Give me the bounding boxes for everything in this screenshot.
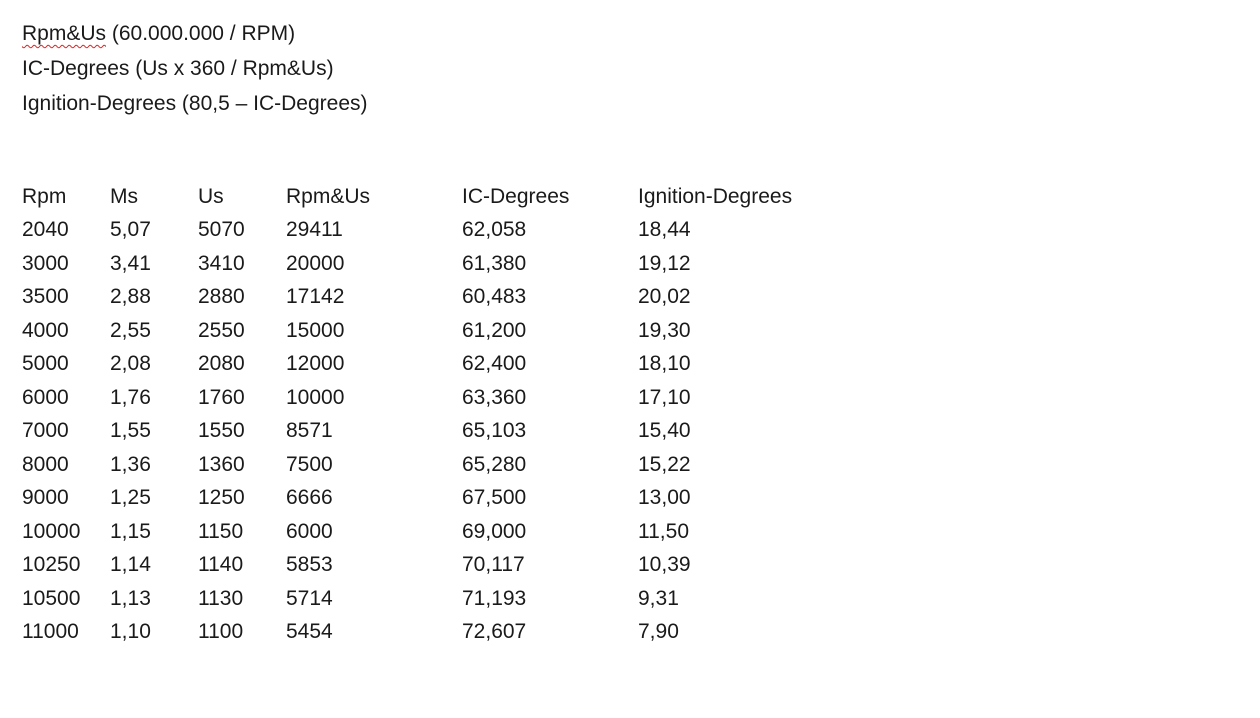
cell-rpm-us: 6666 — [286, 486, 333, 510]
header-ignition-degrees: Ignition-Degrees — [638, 184, 793, 208]
cell-ic-degrees: 65,103 — [462, 419, 527, 443]
cell-ic-degrees: 67,500 — [462, 486, 527, 510]
cell-rpm: 5000 — [22, 352, 69, 376]
cell-rpm-us: 8571 — [286, 419, 333, 443]
cell-ic-degrees: 71,193 — [462, 586, 527, 610]
cell-rpm-us: 7500 — [286, 452, 333, 476]
cell-ms: 1,14 — [110, 553, 151, 577]
cell-ms: 1,55 — [110, 419, 151, 443]
cell-rpm-us: 15000 — [286, 318, 345, 342]
table-row — [22, 247, 858, 281]
cell-rpm-us: 10000 — [286, 385, 345, 409]
cell-ignition-degrees: 17,10 — [638, 385, 691, 409]
cell-rpm: 4000 — [22, 318, 69, 342]
cell-ignition-degrees: 19,30 — [638, 318, 691, 342]
header-ic-degrees: IC-Degrees — [462, 184, 570, 208]
cell-ic-degrees: 63,360 — [462, 385, 527, 409]
cell-ms: 2,88 — [110, 285, 151, 309]
cell-ms: 1,25 — [110, 486, 151, 510]
table-row — [22, 549, 858, 583]
cell-ms: 2,08 — [110, 352, 151, 376]
cell-rpm: 10500 — [22, 586, 81, 610]
cell-rpm: 10000 — [22, 519, 81, 543]
table-row — [22, 281, 858, 315]
cell-rpm-us: 5853 — [286, 553, 333, 577]
formula-block — [22, 16, 368, 121]
cell-rpm-us: 12000 — [286, 352, 345, 376]
header-ms: Ms — [110, 184, 138, 208]
cell-ignition-degrees: 7,90 — [638, 620, 679, 644]
cell-ic-degrees: 61,380 — [462, 251, 527, 275]
cell-rpm-us: 17142 — [286, 285, 345, 309]
header-rpm-us: Rpm&Us — [286, 184, 371, 208]
cell-ignition-degrees: 10,39 — [638, 553, 691, 577]
table-row — [22, 448, 858, 482]
header-rpm: Rpm — [22, 184, 67, 208]
table-row — [22, 415, 858, 449]
cell-rpm-us: 5714 — [286, 586, 333, 610]
cell-ignition-degrees: 18,44 — [638, 218, 691, 242]
cell-rpm: 7000 — [22, 419, 69, 443]
cell-us: 2550 — [198, 318, 245, 342]
table-row — [22, 616, 858, 650]
cell-us: 1550 — [198, 419, 245, 443]
cell-us: 2880 — [198, 285, 245, 309]
formula-rpm-us-expression: (60.000.000 / RPM) — [106, 22, 296, 45]
table-row — [22, 348, 858, 382]
rpm-table — [22, 180, 858, 649]
cell-ignition-degrees: 15,22 — [638, 452, 691, 476]
cell-ignition-degrees: 19,12 — [638, 251, 691, 275]
cell-ignition-degrees: 15,40 — [638, 419, 691, 443]
formula-ignition-degrees: Ignition-Degrees (80,5 – IC-Degrees) — [22, 92, 368, 115]
cell-ignition-degrees: 18,10 — [638, 352, 691, 376]
cell-ic-degrees: 69,000 — [462, 519, 527, 543]
cell-ignition-degrees: 11,50 — [638, 519, 689, 543]
cell-rpm: 9000 — [22, 486, 69, 510]
table-row — [22, 314, 858, 348]
cell-ms: 3,41 — [110, 251, 151, 275]
cell-rpm-us: 29411 — [286, 218, 343, 242]
cell-rpm: 10250 — [22, 553, 81, 577]
cell-ms: 2,55 — [110, 318, 151, 342]
cell-us: 1140 — [198, 553, 244, 577]
cell-ic-degrees: 70,117 — [462, 553, 525, 577]
table-row — [22, 582, 858, 616]
cell-ms: 1,15 — [110, 519, 151, 543]
table-header-row — [22, 180, 858, 214]
cell-ms: 1,10 — [110, 620, 151, 644]
cell-ignition-degrees: 20,02 — [638, 285, 691, 309]
cell-rpm-us: 5454 — [286, 620, 333, 644]
cell-ms: 5,07 — [110, 218, 151, 242]
table-row — [22, 515, 858, 549]
cell-us: 1760 — [198, 385, 245, 409]
cell-us: 1150 — [198, 519, 244, 543]
cell-ignition-degrees: 9,31 — [638, 586, 679, 610]
cell-ic-degrees: 72,607 — [462, 620, 527, 644]
cell-rpm: 6000 — [22, 385, 69, 409]
cell-ms: 1,13 — [110, 586, 151, 610]
cell-ignition-degrees: 13,00 — [638, 486, 691, 510]
table-body — [22, 214, 858, 650]
cell-us: 2080 — [198, 352, 245, 376]
spellcheck-term: Rpm&Us — [22, 22, 107, 45]
cell-rpm: 2040 — [22, 218, 69, 242]
cell-ms: 1,76 — [110, 385, 151, 409]
cell-us: 1250 — [198, 486, 245, 510]
cell-us: 3410 — [198, 251, 245, 275]
cell-us: 1100 — [198, 620, 244, 644]
cell-rpm: 3500 — [22, 285, 69, 309]
cell-us: 5070 — [198, 218, 245, 242]
cell-rpm: 11000 — [22, 620, 79, 644]
table-row — [22, 381, 858, 415]
cell-us: 1360 — [198, 452, 245, 476]
cell-ic-degrees: 65,280 — [462, 452, 527, 476]
cell-us: 1130 — [198, 586, 244, 610]
header-us: Us — [198, 184, 224, 208]
cell-ic-degrees: 62,058 — [462, 218, 527, 242]
cell-ic-degrees: 62,400 — [462, 352, 527, 376]
cell-rpm: 3000 — [22, 251, 69, 275]
table-row — [22, 482, 858, 516]
cell-ic-degrees: 61,200 — [462, 318, 527, 342]
cell-ms: 1,36 — [110, 452, 151, 476]
formula-rpm-us — [22, 16, 368, 51]
cell-rpm-us: 20000 — [286, 251, 345, 275]
cell-rpm: 8000 — [22, 452, 69, 476]
cell-rpm-us: 6000 — [286, 519, 333, 543]
cell-ic-degrees: 60,483 — [462, 285, 527, 309]
formula-ic-degrees: IC-Degrees (Us x 360 / Rpm&Us) — [22, 57, 334, 80]
table-row — [22, 214, 858, 248]
